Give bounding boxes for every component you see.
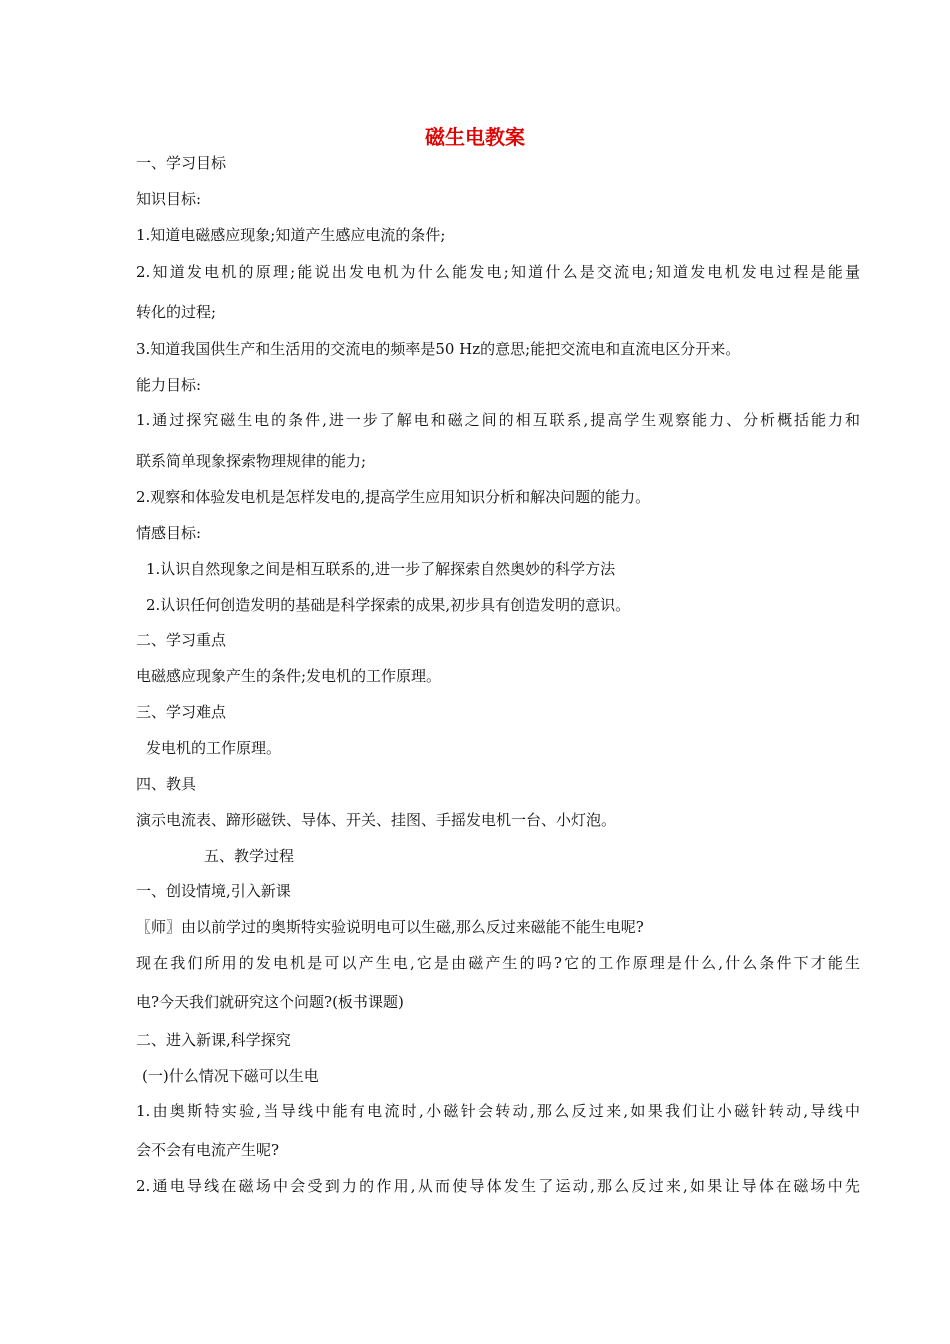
subheading: 知识目标:	[136, 190, 202, 208]
paragraph-line: 3.知道我国供生产和生活用的交流电的频率是50 Hz的意思;能把交流电和直流电区分开来。	[136, 340, 741, 358]
subheading: 情感目标:	[136, 524, 202, 542]
paragraph-line: 会不会有电流产生呢?	[136, 1141, 280, 1159]
document-title: 磁生电教案	[425, 125, 525, 149]
paragraph-line: 2.知道发电机的原理;能说出发电机为什么能发电;知道什么是交流电;知道发电机发电过程是能量	[136, 263, 860, 281]
paragraph-line: 1.认识自然现象之间是相互联系的,进一步了解探索自然奥妙的科学方法	[146, 560, 616, 578]
paragraph-line: 2.观察和体验发电机是怎样发电的,提高学生应用知识分析和解决问题的能力。	[136, 488, 651, 506]
paragraph-line: 现在我们所用的发电机是可以产生电,它是由磁产生的吗?它的工作原理是什么,什么条件下才能生	[136, 954, 860, 972]
paragraph-line: 发电机的工作原理。	[146, 739, 282, 757]
paragraph-line: 1.知道电磁感应现象;知道产生感应电流的条件;	[136, 226, 446, 244]
section-heading: 五、教学过程	[204, 847, 295, 865]
subheading: 能力目标:	[136, 376, 202, 394]
paragraph-line: 转化的过程;	[136, 303, 217, 321]
paragraph-line: 电磁感应现象产生的条件;发电机的工作原理。	[136, 667, 442, 685]
paragraph-line: 2.通电导线在磁场中会受到力的作用,从而使导体发生了运动,那么反过来,如果让导体在磁场中先	[136, 1177, 860, 1195]
paragraph-line: 1.由奥斯特实验,当导线中能有电流时,小磁针会转动,那么反过来,如果我们让小磁针转动,导线中	[136, 1102, 860, 1120]
paragraph-line: 1.通过探究磁生电的条件,进一步了解电和磁之间的相互联系,提高学生观察能力、分析概括能力和	[136, 411, 860, 429]
paragraph-line: 〖师〗由以前学过的奥斯特实验说明电可以生磁,那么反过来磁能不能生电呢?	[136, 918, 644, 936]
section-heading: 一、学习目标	[136, 154, 227, 172]
subsection-heading: 二、进入新课,科学探究	[136, 1031, 291, 1049]
paragraph-line: 电?今天我们就研究这个问题?(板书课题)	[136, 993, 404, 1011]
subsection-heading: (一)什么情况下磁可以生电	[142, 1067, 319, 1085]
paragraph-line: 演示电流表、蹄形磁铁、导体、开关、挂图、手摇发电机一台、小灯泡。	[136, 811, 617, 829]
section-heading: 四、教具	[136, 775, 197, 793]
subsection-heading: 一、创设情境,引入新课	[136, 882, 291, 900]
section-heading: 二、学习重点	[136, 631, 227, 649]
section-heading: 三、学习难点	[136, 703, 227, 721]
paragraph-line: 联系简单现象探索物理规律的能力;	[136, 452, 367, 470]
paragraph-line: 2.认识任何创造发明的基础是科学探索的成果,初步具有创造发明的意识。	[146, 596, 631, 614]
